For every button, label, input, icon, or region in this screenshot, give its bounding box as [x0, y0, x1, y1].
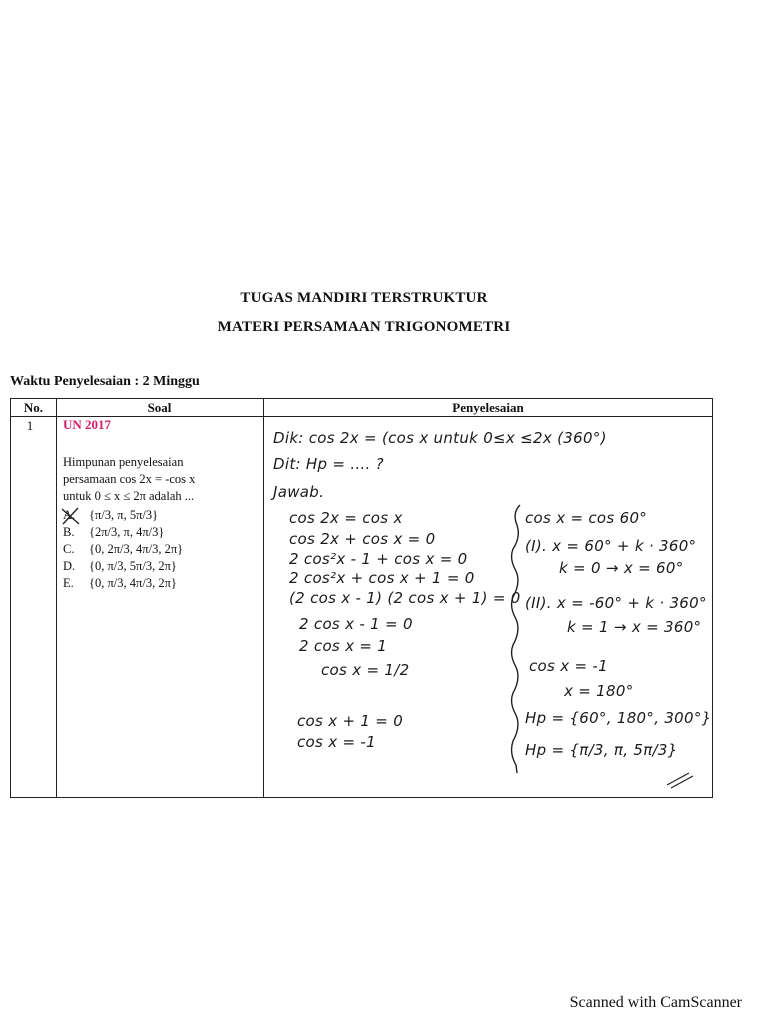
solution-step: cos 2x + cos x = 0: [289, 530, 436, 548]
solution-step: k = 1 → x = 360°: [567, 618, 702, 636]
option-d: [63, 558, 177, 575]
option-letter: A.: [63, 508, 76, 522]
option-letter: D.: [63, 559, 76, 573]
solution-step: cos x = -1: [529, 657, 608, 675]
question-text: [63, 454, 259, 505]
option-b: [63, 524, 164, 541]
solution-step: cos x + 1 = 0: [297, 712, 404, 730]
option-text: {2π/3, π, 4π/3}: [89, 525, 165, 539]
column-divider: [263, 399, 264, 797]
given-line: Dik: cos 2x = (cos x untuk 0≤x ≤2x (360°): [273, 429, 607, 447]
solution-step: 2 cos²x - 1 + cos x = 0: [289, 550, 468, 568]
option-text: {0, 2π/3, 4π/3, 2π}: [89, 542, 184, 556]
column-divider: [56, 399, 57, 797]
solution-set: Hp = {60°, 180°, 300°}: [525, 709, 712, 727]
solution-step: x = 180°: [564, 682, 634, 700]
question-source: UN 2017: [63, 417, 112, 432]
option-e: [63, 575, 177, 592]
end-mark: [665, 769, 695, 789]
solution-step: (II). x = -60° + k · 360°: [525, 594, 707, 612]
solution-step: 2 cos²x + cos x + 1 = 0: [289, 569, 475, 587]
option-letter: E.: [63, 576, 74, 590]
header-divider: [11, 416, 712, 417]
question-line: Himpunan penyelesaian: [63, 455, 184, 469]
scanner-watermark: Scanned with CamScanner: [569, 994, 742, 1011]
document-title-line-2: MATERI PERSAMAAN TRIGONOMETRI: [217, 319, 511, 335]
asked-line: Dit: Hp = .... ?: [273, 455, 384, 473]
completion-time: Waktu Penyelesaian : 2 Minggu: [10, 374, 200, 389]
option-text: {0, π/3, 4π/3, 2π}: [89, 576, 177, 590]
solution-step: k = 0 → x = 60°: [559, 559, 684, 577]
option-text: {0, π/3, 5π/3, 2π}: [89, 559, 177, 573]
document-title-line-1: TUGAS MANDIRI TERSTRUKTUR: [240, 290, 488, 306]
solution-step: cos x = cos 60°: [525, 509, 648, 527]
row-number: 1: [26, 418, 34, 433]
solution-step: cos x = -1: [297, 733, 376, 751]
solution-step: 2 cos x = 1: [299, 637, 388, 655]
solution-step: 2 cos x - 1 = 0: [299, 615, 413, 633]
solution-step: cos x = 1/2: [321, 661, 410, 679]
option-letter: C.: [63, 542, 75, 556]
answer-heading: Jawab.: [273, 483, 325, 501]
option-letter: B.: [63, 525, 75, 539]
header-penyelesaian: Penyelesaian: [452, 400, 524, 415]
final-solution-set: Hp = {π/3, π, 5π/3}: [525, 741, 678, 759]
option-text: {π/3, π, 5π/3}: [89, 508, 159, 522]
solution-step: (2 cos x - 1) (2 cos x + 1) = 0: [289, 589, 521, 607]
assignment-table: [10, 398, 713, 798]
header-no: No.: [23, 400, 44, 415]
brace-mark: [509, 503, 525, 775]
option-c: [63, 541, 183, 558]
solution-step: cos 2x = cos x: [289, 509, 403, 527]
question-line: persamaan cos 2x = -cos x: [63, 472, 196, 486]
header-soal: Soal: [147, 400, 172, 415]
question-line: untuk 0 ≤ x ≤ 2π adalah ...: [63, 489, 195, 503]
solution-step: (I). x = 60° + k · 360°: [525, 537, 697, 555]
